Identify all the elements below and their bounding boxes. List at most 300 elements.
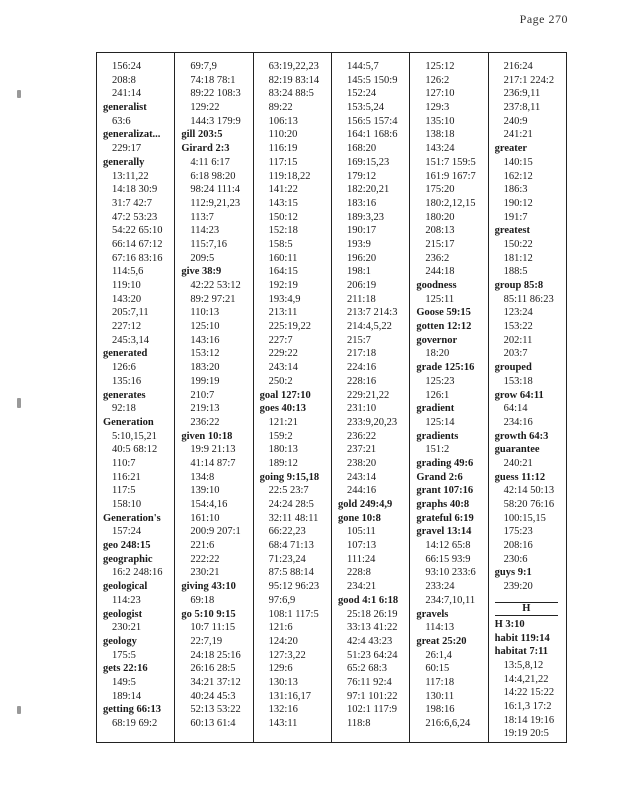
index-page-ref: 114:23: [190, 225, 220, 237]
index-term: gold 249:4,9: [337, 499, 393, 510]
index-term: gradients: [416, 430, 459, 442]
index-term: guarantee: [494, 444, 540, 456]
index-page-ref: 18:14 19:16: [503, 714, 555, 726]
index-page-ref: 230:21: [112, 622, 142, 634]
index-page-ref: 237:21: [346, 444, 377, 456]
index-term: greatest: [494, 225, 531, 237]
index-page-ref: 234:21: [346, 581, 377, 593]
index-term: Generation's: [103, 512, 161, 524]
index-page-ref: 217:18: [346, 348, 377, 360]
index-term: great 25:20: [416, 635, 467, 647]
index-page-ref: 150:22: [503, 238, 533, 250]
index-page-ref: 183:20: [190, 362, 220, 374]
index-page-ref: 161:9 167:7: [425, 170, 476, 182]
index-page-ref: 236:9,11: [503, 88, 541, 100]
index-term: giving 43:10: [181, 581, 236, 593]
index-page-ref: 156:24: [112, 61, 142, 72]
index-page-ref: 196:20: [346, 252, 377, 264]
index-page-ref: 216:6,6,24: [425, 718, 471, 729]
index-page-ref: 106:13: [268, 115, 298, 127]
index-page-ref: 210:7: [190, 389, 215, 401]
index-page-ref: 198:1: [346, 266, 371, 278]
index-page-ref: 141:22: [268, 184, 298, 196]
index-page-ref: 116:19: [268, 143, 298, 155]
index-term: geo 248:15: [103, 540, 151, 552]
index-page-ref: 114:13: [425, 622, 455, 634]
index-page-ref: 208:16: [503, 540, 533, 552]
index-page-ref: 158:10: [112, 499, 142, 510]
index-page-ref: 153:18: [503, 375, 533, 387]
index-page-ref: 219:13: [190, 403, 220, 415]
index-term: grade 125:16: [416, 362, 475, 374]
index-column: [410, 53, 488, 742]
index-page-ref: 198:16: [425, 704, 455, 716]
index-page-ref: 121:6: [268, 622, 293, 634]
index-page-ref: 213:7 214:3: [346, 307, 398, 319]
index-page-ref: 229:21,22: [346, 389, 390, 401]
index-page-ref: 110:13: [190, 307, 220, 319]
index-page-ref: 130:13: [268, 676, 298, 688]
index-page-ref: 105:11: [346, 526, 376, 538]
index-page-ref: 14:22 15:22: [503, 687, 555, 699]
index-term: Grand 2:6: [416, 471, 463, 483]
index-page-ref: 82:19 83:14: [268, 74, 320, 86]
index-page-ref: 14:12 65:8: [425, 540, 471, 552]
index-page-ref: 68:4 71:13: [268, 540, 314, 552]
index-page-ref: 244:16: [346, 485, 377, 497]
index-term: good 4:1 6:18: [337, 594, 399, 606]
index-page-ref: 24:24 28:5: [268, 499, 314, 510]
index-page-ref: 60:15: [425, 663, 450, 675]
index-page-ref: 112:9,21,23: [190, 197, 241, 209]
index-page-ref: 221:6: [190, 540, 215, 552]
index-page-ref: 14:18 30:9: [112, 184, 158, 196]
margin-punch-mark: [17, 90, 21, 98]
index-page-ref: 100:15,15: [503, 512, 546, 524]
index-page-ref: 225:19,22: [268, 321, 311, 333]
index-column: [489, 53, 566, 742]
index-page-ref: 66:15 93:9: [425, 553, 471, 565]
index-page-ref: 83:24 88:5: [268, 88, 314, 100]
index-page-ref: 6:18 98:20: [190, 170, 236, 182]
index-term: gotten 12:12: [416, 321, 472, 333]
index-page-ref: 241:14: [112, 88, 142, 100]
index-page-ref: 110:7: [112, 457, 136, 469]
index-page-ref: 243:14: [268, 362, 298, 374]
index-page-ref: 135:16: [112, 375, 142, 387]
index-term: generalist: [103, 102, 147, 114]
index-page-ref: 134:8: [190, 471, 215, 483]
index-page-ref: 138:18: [425, 129, 455, 141]
index-page-ref: 153:5,24: [346, 102, 385, 114]
index-term: gill 203:5: [181, 129, 223, 141]
index-page-ref: 16:2 248:16: [112, 567, 163, 579]
index-term: goes 40:13: [259, 403, 307, 415]
index-term: governor: [416, 334, 458, 346]
index-page-ref: 110:20: [268, 129, 298, 141]
index-page-ref: 164:1 168:6: [346, 129, 398, 141]
index-page-ref: 24:18 25:16: [190, 649, 241, 661]
margin-punch-mark: [17, 398, 21, 408]
index-page-ref: 123:24: [503, 307, 533, 319]
index-page-ref: 63:6: [112, 115, 131, 127]
index-page-ref: 125:10: [190, 321, 220, 333]
index-term: gone 10:8: [337, 512, 381, 524]
index-page-ref: 93:10 233:6: [425, 567, 476, 579]
index-term: graphs 40:8: [416, 499, 470, 510]
index-term: habitat 7:11: [494, 646, 549, 658]
index-term: give 38:9: [181, 266, 222, 278]
index-page-ref: 42:14 50:13: [503, 485, 555, 497]
index-page-ref: 245:3,14: [112, 334, 150, 346]
index-term: grouped: [494, 362, 532, 374]
index-page-ref: 33:13 41:22: [346, 622, 398, 634]
index-page-ref: 239:20: [503, 581, 533, 593]
index-page-ref: 200:9 207:1: [190, 526, 241, 538]
index-page-ref: 149:5: [112, 676, 136, 688]
index-term: grading 49:6: [416, 457, 474, 469]
index-page-ref: 25:18 26:19: [346, 608, 398, 620]
index-page-ref: 229:17: [112, 143, 142, 155]
index-page-ref: 205:7,11: [112, 307, 149, 319]
index-page-ref: 189:14: [112, 690, 142, 702]
index-page-ref: 161:10: [190, 512, 220, 524]
index-page-ref: 42:4 43:23: [346, 635, 393, 647]
index-term: grateful 6:19: [416, 512, 474, 524]
index-page-ref: 126:2: [425, 74, 450, 86]
index-page-ref: 121:21: [268, 416, 298, 428]
index-page-ref: 230:6: [503, 553, 528, 565]
index-page-ref: 68:19 69:2: [112, 718, 158, 729]
index-term: going 9:15,18: [259, 471, 320, 483]
index-page-ref: 135:10: [425, 115, 455, 127]
index-term: guys 9:1: [494, 567, 532, 579]
index-term: guess 11:12: [494, 471, 546, 483]
index-page-ref: 238:20: [346, 457, 377, 469]
index-page-ref: 108:1 117:5: [268, 608, 319, 620]
index-page-ref: 34:21 37:12: [190, 676, 241, 688]
index-page-ref: 181:12: [503, 252, 533, 264]
index-page-ref: 41:14 87:7: [190, 457, 236, 469]
index-page-ref: 114:5,6: [112, 266, 144, 278]
index-page-ref: 192:19: [268, 280, 298, 291]
index-term: growth 64:3: [494, 430, 549, 442]
index-page-ref: 139:10: [190, 485, 220, 497]
index-page-ref: 180:20: [425, 211, 455, 223]
index-page-ref: 209:5: [190, 252, 215, 264]
index-page-ref: 214:4,5,22: [346, 321, 392, 333]
index-page-ref: 160:11: [268, 252, 298, 264]
index-page-ref: 241:21: [503, 129, 533, 141]
index-page-ref: 228:8: [346, 567, 371, 579]
index-page-ref: 124:20: [268, 635, 298, 647]
index-page-ref: 208:8: [112, 74, 136, 86]
index-term: given 10:18: [181, 430, 233, 442]
index-page-ref: 26:16 28:5: [190, 663, 236, 675]
index-page-ref: 250:2: [268, 375, 293, 387]
index-term: geological: [103, 581, 148, 593]
index-term: generates: [103, 389, 146, 401]
index-page-ref: 60:13 61:4: [190, 718, 236, 729]
index-page-ref: 31:7 42:7: [112, 197, 152, 209]
index-page-ref: 153:12: [190, 348, 220, 360]
index-page-ref: 16:1,3 17:2: [503, 700, 552, 712]
index-page-ref: 114:23: [112, 594, 141, 606]
index-term: generally: [103, 156, 145, 168]
index-term: gravels: [416, 608, 449, 620]
index-page-ref: 217:1 224:2: [503, 74, 555, 86]
index-page-ref: 126:6: [112, 362, 136, 374]
section-spacer: [495, 594, 566, 600]
index-page-ref: 143:11: [268, 718, 298, 729]
index-page-ref: 98:24 111:4: [190, 184, 241, 196]
index-term: habit 119:14: [494, 632, 550, 644]
index-page-ref: 215:17: [425, 238, 455, 250]
index-page-ref: 13:5,8,12: [503, 659, 544, 671]
index-page-ref: 4:11 6:17: [190, 156, 230, 168]
index-page-ref: 89:2 97:21: [190, 293, 236, 305]
index-page-ref: 95:12 96:23: [268, 581, 320, 593]
index-page-ref: 152:24: [346, 88, 377, 100]
index-page-ref: 224:16: [346, 362, 377, 374]
index-page-ref: 162:12: [503, 170, 533, 182]
index-page-ref: 129:6: [268, 663, 293, 675]
index-page-ref: 158:5: [268, 238, 293, 250]
index-term: group 85:8: [494, 280, 544, 291]
index-page-ref: 180:2,12,15: [425, 197, 476, 209]
index-term: goal 127:10: [259, 389, 311, 401]
index-page-ref: 63:19,22,23: [268, 61, 319, 72]
index-page-ref: 228:16: [346, 375, 377, 387]
index-page-ref: 240:9: [503, 115, 528, 127]
index-page-ref: 76:11 92:4: [346, 676, 392, 688]
index-page-ref: 66:22,23: [268, 526, 306, 538]
index-page-ref: 189:3,23: [346, 211, 385, 223]
index-page-ref: 182:20,21: [346, 184, 390, 196]
index-term: geographic: [103, 553, 153, 565]
index-page-ref: 156:5 157:4: [346, 115, 398, 127]
index-page-ref: 211:18: [346, 293, 376, 305]
index-page-ref: 14:4,21,22: [503, 673, 549, 685]
index-page-ref: 125:12: [425, 61, 455, 72]
index-page-ref: 74:18 78:1: [190, 74, 236, 86]
index-page-ref: 117:5: [112, 485, 136, 497]
margin-punch-mark: [17, 706, 21, 714]
index-term: grant 107:16: [416, 485, 474, 497]
index-column: [175, 53, 253, 742]
index-page-ref: 237:8,11: [503, 102, 541, 114]
index-page-ref: 193:4,9: [268, 293, 301, 305]
index-page-ref: 175:20: [425, 184, 455, 196]
index-page-ref: 206:19: [346, 280, 377, 291]
index-page-ref: 13:11,22: [112, 170, 149, 182]
index-page-ref: 22:7,19: [190, 635, 223, 647]
index-term: gradient: [416, 403, 455, 415]
index-page-ref: 233:9,20,23: [346, 416, 398, 428]
index-page-ref: 150:12: [268, 211, 298, 223]
index-page-ref: 216:24: [503, 61, 533, 72]
index-page-ref: 126:1: [425, 389, 450, 401]
index-page-ref: 119:10: [112, 280, 141, 291]
index-page-ref: 227:7: [268, 334, 293, 346]
index-page-ref: 22:5 23:7: [268, 485, 309, 497]
index-page-ref: 231:10: [346, 403, 377, 415]
index-page-ref: 102:1 117:9: [346, 704, 398, 716]
word-index-table: [96, 52, 567, 743]
index-page-ref: 129:22: [190, 102, 220, 114]
index-term: goodness: [416, 280, 457, 291]
index-term: gets 22:16: [103, 663, 148, 675]
index-page-ref: 243:14: [346, 471, 377, 483]
index-page-ref: 125:11: [425, 293, 455, 305]
index-page-ref: 89:22 108:3: [190, 88, 241, 100]
index-term: getting 66:13: [103, 704, 162, 716]
index-page-ref: 183:16: [346, 197, 377, 209]
index-page-ref: 240:21: [503, 457, 533, 469]
index-page-ref: 190:17: [346, 225, 377, 237]
index-page-ref: 58:20 76:16: [503, 499, 555, 510]
index-page-ref: 97:1 101:22: [346, 690, 398, 702]
index-page-ref: 116:21: [112, 471, 141, 483]
index-page-ref: 227:12: [112, 321, 142, 333]
index-column: [332, 53, 410, 742]
index-page-ref: 190:12: [503, 197, 533, 209]
index-page-ref: 202:11: [503, 334, 533, 346]
index-page-ref: 143:20: [112, 293, 142, 305]
index-page-ref: 169:15,23: [346, 156, 390, 168]
index-page-ref: 168:20: [346, 143, 377, 155]
index-term: geology: [103, 635, 137, 647]
index-page-ref: 92:18: [112, 403, 136, 415]
index-page-ref: 125:14: [425, 416, 455, 428]
index-page-ref: 111:24: [346, 553, 376, 565]
index-page-ref: 229:22: [268, 348, 298, 360]
index-page-ref: 67:16 83:16: [112, 252, 163, 264]
index-page-ref: 151:2: [425, 444, 450, 456]
index-term: go 5:10 9:15: [181, 608, 236, 620]
index-page-ref: 66:14 67:12: [112, 238, 163, 250]
index-page-ref: 222:22: [190, 553, 220, 565]
index-page-ref: 153:22: [503, 321, 533, 333]
index-page-ref: 230:21: [190, 567, 220, 579]
index-page-ref: 5:10,15,21: [112, 430, 157, 442]
index-page-ref: 143:15: [268, 197, 298, 209]
index-page-ref: 179:12: [346, 170, 377, 182]
section-letter-heading: H: [495, 602, 558, 616]
index-page-ref: 213:11: [268, 307, 298, 319]
index-page-ref: 215:7: [346, 334, 371, 346]
index-page-ref: 32:11 48:11: [268, 512, 319, 524]
index-page-ref: 118:8: [346, 718, 371, 729]
index-term: Girard 2:3: [181, 143, 230, 155]
index-page-ref: 144:3 179:9: [190, 115, 241, 127]
index-term: grow 64:11: [494, 389, 544, 401]
index-term: generated: [103, 348, 148, 360]
index-page-ref: 244:18: [425, 266, 455, 278]
index-page-ref: 125:23: [425, 375, 455, 387]
index-page-ref: 203:7: [503, 348, 528, 360]
index-page-ref: 107:13: [346, 540, 377, 552]
index-page-ref: 64:14: [503, 403, 528, 415]
index-page-ref: 208:13: [425, 225, 455, 237]
index-page-ref: 71:23,24: [268, 553, 306, 565]
index-page-ref: 40:5 68:12: [112, 444, 158, 456]
index-page-ref: 113:7: [190, 211, 214, 223]
index-term: gravel 13:14: [416, 526, 472, 538]
index-page-ref: 234:16: [503, 416, 533, 428]
index-page-ref: 191:7: [503, 211, 528, 223]
index-page-ref: 10:7 11:15: [190, 622, 236, 634]
page-number: Page 270: [519, 12, 568, 26]
index-page-ref: 154:4,16: [190, 499, 228, 510]
index-page-ref: 130:11: [425, 690, 455, 702]
index-page-ref: 152:18: [268, 225, 298, 237]
index-page-ref: 180:13: [268, 444, 298, 456]
index-column: [97, 53, 175, 742]
index-page-ref: 199:19: [190, 375, 220, 387]
index-page-ref: 117:15: [268, 156, 298, 168]
index-page-ref: 119:18,22: [268, 170, 311, 182]
index-page-ref: 115:7,16: [190, 238, 227, 250]
index-page-ref: 236:22: [346, 430, 377, 442]
index-page-ref: 140:15: [503, 156, 533, 168]
index-page-ref: 87:5 88:14: [268, 567, 314, 579]
index-page-ref: 65:2 68:3: [346, 663, 387, 675]
index-page-ref: 89:22: [268, 102, 293, 114]
index-page-ref: 144:5,7: [346, 61, 379, 72]
index-page-ref: 193:9: [346, 238, 371, 250]
index-page-ref: 233:24: [425, 581, 455, 593]
index-page-ref: 42:22 53:12: [190, 280, 241, 291]
index-page-ref: 19:19 20:5: [503, 728, 549, 740]
index-page-ref: 54:22 65:10: [112, 225, 163, 237]
index-page-ref: 143:24: [425, 143, 455, 155]
index-term: Goose 59:15: [416, 307, 471, 319]
index-page-ref: 40:24 45:3: [190, 690, 236, 702]
index-page-ref: 26:1,4: [425, 649, 452, 661]
index-page-ref: 69:18: [190, 594, 215, 606]
index-page-ref: 127:3,22: [268, 649, 306, 661]
index-page-ref: 97:6,9: [268, 594, 296, 606]
index-page-ref: 236:22: [190, 416, 220, 428]
index-column: [254, 53, 332, 742]
index-page-ref: 18:20: [425, 348, 450, 360]
index-page-ref: 85:11 86:23: [503, 293, 554, 305]
index-page-ref: 132:16: [268, 704, 298, 716]
index-page-ref: 52:13 53:22: [190, 704, 241, 716]
index-page-ref: 47:2 53:23: [112, 211, 158, 223]
index-page-ref: 131:16,17: [268, 690, 311, 702]
index-term: generalizat...: [103, 129, 161, 141]
index-page-ref: 69:7,9: [190, 61, 217, 72]
index-page-ref: 189:12: [268, 457, 298, 469]
index-page-ref: 127:10: [425, 88, 455, 100]
index-page-ref: 188:5: [503, 266, 528, 278]
index-page-ref: 186:3: [503, 184, 528, 196]
index-page-ref: 151:7 159:5: [425, 156, 476, 168]
index-page-ref: 143:16: [190, 334, 220, 346]
index-page-ref: 164:15: [268, 266, 298, 278]
index-page-ref: 234:7,10,11: [425, 594, 476, 606]
index-page-ref: 145:5 150:9: [346, 74, 398, 86]
index-page-ref: 117:18: [425, 676, 455, 688]
index-term: greater: [494, 143, 528, 155]
index-page-ref: 236:2: [425, 252, 450, 264]
index-page-ref: 51:23 64:24: [346, 649, 398, 661]
index-term: Generation: [103, 416, 154, 428]
index-page-ref: 19:9 21:13: [190, 444, 236, 456]
index-page-ref: 175:5: [112, 649, 136, 661]
